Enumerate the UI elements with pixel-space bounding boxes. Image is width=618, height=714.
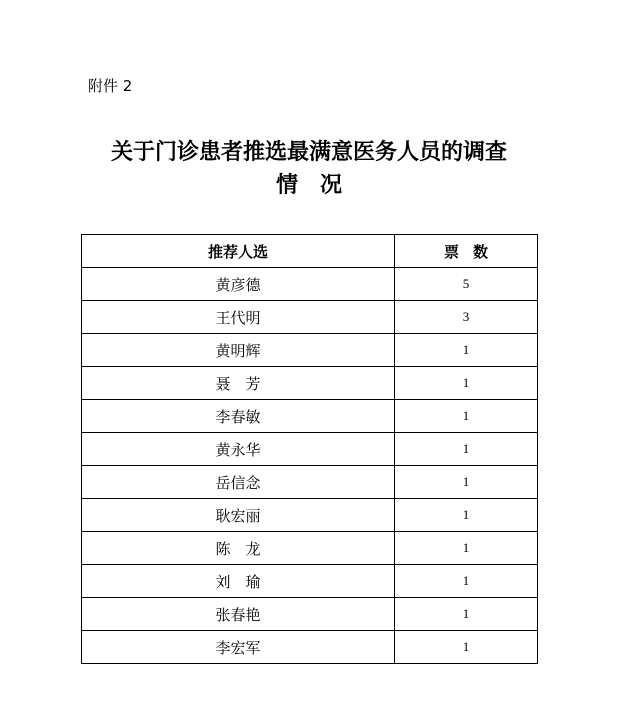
vote-count: 5	[395, 268, 538, 301]
vote-table	[81, 234, 538, 664]
table-row	[82, 334, 538, 367]
table-row	[82, 466, 538, 499]
table-row	[82, 598, 538, 631]
candidate-name: 黄永华	[82, 433, 395, 466]
candidate-name: 黄彦德	[82, 268, 395, 301]
table-header-row	[82, 235, 538, 268]
candidate-name: 耿宏丽	[82, 499, 395, 532]
vote-count: 3	[395, 301, 538, 334]
vote-count: 1	[395, 466, 538, 499]
candidate-name: 李宏军	[82, 631, 395, 664]
candidate-name: 陈 龙	[82, 532, 395, 565]
table-row	[82, 631, 538, 664]
attachment-label: 附件 2	[88, 77, 133, 95]
table-row	[82, 433, 538, 466]
vote-count: 1	[395, 532, 538, 565]
table-row	[82, 367, 538, 400]
vote-count: 1	[395, 598, 538, 631]
candidate-name: 岳信念	[82, 466, 395, 499]
vote-count: 1	[395, 367, 538, 400]
candidate-name: 聂 芳	[82, 367, 395, 400]
table-row	[82, 400, 538, 433]
header-candidate: 推荐人选	[82, 235, 395, 268]
table-row	[82, 499, 538, 532]
vote-count: 1	[395, 631, 538, 664]
table-row	[82, 301, 538, 334]
vote-count: 1	[395, 565, 538, 598]
candidate-name: 黄明辉	[82, 334, 395, 367]
candidate-name: 张春艳	[82, 598, 395, 631]
candidate-name: 李春敏	[82, 400, 395, 433]
vote-count: 1	[395, 334, 538, 367]
vote-count: 1	[395, 499, 538, 532]
candidate-name: 刘 瑜	[82, 565, 395, 598]
table-row	[82, 565, 538, 598]
header-votes: 票数	[395, 235, 538, 268]
vote-count: 1	[395, 400, 538, 433]
document-title-line-2: 情况	[275, 173, 364, 198]
table-row	[82, 268, 538, 301]
candidate-name: 王代明	[82, 301, 395, 334]
table-row	[82, 532, 538, 565]
vote-count: 1	[395, 433, 538, 466]
document-title-line-1: 关于门诊患者推选最满意医务人员的调查	[110, 140, 507, 165]
